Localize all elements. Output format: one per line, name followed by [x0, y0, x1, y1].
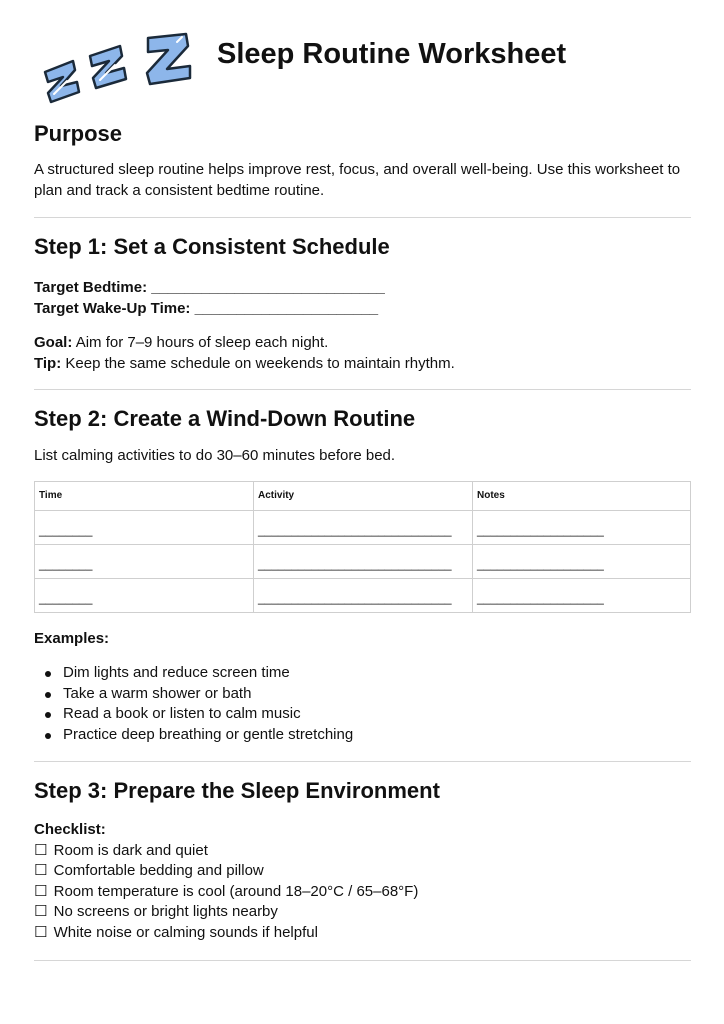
checklist-item-text: White noise or calming sounds if helpful — [53, 923, 318, 941]
example-text: Practice deep breathing or gentle stretching — [63, 725, 354, 743]
activity-cell[interactable]: _____________________________ — [254, 510, 473, 544]
divider — [34, 960, 691, 961]
divider — [34, 761, 691, 762]
purpose-heading: Purpose — [34, 121, 123, 146]
goal-label: Goal: — [34, 334, 73, 351]
checklist-item-text: Room temperature is cool (around 18–20°C / 65–68°F) — [53, 882, 419, 900]
checklist-item[interactable] — [34, 902, 691, 923]
header — [34, 0, 691, 112]
wakeup-blank[interactable]: ______________________ — [194, 299, 379, 317]
bedtime-field[interactable] — [34, 278, 691, 299]
column-header-activity: Activity — [254, 481, 473, 510]
goal-tip-block — [34, 333, 691, 374]
checklist-item-text: No screens or bright lights nearby — [53, 903, 278, 920]
goal-text: Aim for 7–9 hours of sleep each night. — [75, 334, 329, 351]
example-text: Take a warm shower or bath — [63, 684, 252, 702]
bullet-icon — [45, 671, 51, 677]
example-text: Dim lights and reduce screen time — [63, 664, 290, 681]
tip-text: Keep the same schedule on weekends to maintain rhythm. — [65, 354, 455, 372]
notes-cell[interactable]: ___________________ — [473, 510, 691, 544]
tip-label: Tip: — [34, 354, 62, 372]
time-cell[interactable]: ________ — [35, 544, 254, 578]
checkbox-icon[interactable]: ☐ — [34, 862, 48, 879]
checklist-item[interactable] — [34, 882, 691, 903]
activity-cell[interactable]: _____________________________ — [254, 544, 473, 578]
table-row — [35, 578, 691, 612]
example-text: Read a book or listen to calm music — [63, 705, 301, 722]
zzz-sleep-icon — [42, 32, 192, 108]
checkbox-icon[interactable]: ☐ — [34, 903, 48, 920]
notes-cell[interactable]: ___________________ — [473, 544, 691, 578]
wakeup-field[interactable] — [34, 299, 691, 320]
checkbox-icon[interactable]: ☐ — [34, 882, 48, 900]
table-row — [35, 544, 691, 578]
purpose-text: A structured sleep routine helps improve rest, focus, and overall well-being. Use this worksheet to plan and track a consistent bedtime routine. — [34, 161, 681, 199]
bullet-icon — [45, 733, 51, 739]
column-header-notes: Notes — [473, 481, 691, 510]
checklist-item-text: Comfortable bedding and pillow — [53, 862, 264, 879]
worksheet-page — [34, 0, 691, 961]
tip-line — [34, 354, 691, 375]
checklist-item[interactable] — [34, 841, 691, 862]
step3-heading: Step 3: Prepare the Sleep Environment — [34, 778, 440, 803]
table-row — [35, 510, 691, 544]
step2-intro: List calming activities to do 30–60 minutes before bed. — [34, 447, 396, 464]
checkbox-icon[interactable]: ☐ — [34, 923, 48, 941]
time-cell[interactable]: ________ — [35, 510, 254, 544]
page-title: Sleep Routine Worksheet — [217, 38, 567, 70]
divider — [34, 217, 691, 218]
wind-down-table — [34, 481, 691, 613]
bullet-icon — [45, 692, 51, 698]
checklist-item[interactable] — [34, 861, 691, 882]
bedtime-blank[interactable]: ____________________________ — [151, 279, 385, 296]
bullet-icon — [45, 712, 51, 718]
checklist-item[interactable] — [34, 923, 691, 944]
column-header-time: Time — [35, 481, 254, 510]
examples-list — [34, 663, 691, 745]
environment-checklist — [34, 820, 691, 943]
table-header-row — [35, 481, 691, 510]
time-cell[interactable]: ________ — [35, 578, 254, 612]
list-item — [63, 684, 691, 705]
wakeup-label: Target Wake-Up Time: — [34, 299, 191, 317]
activity-cell[interactable]: _____________________________ — [254, 578, 473, 612]
checklist-item-text: Room is dark and quiet — [53, 841, 208, 859]
checklist-label: Checklist: — [34, 821, 106, 838]
bedtime-label: Target Bedtime: — [34, 279, 148, 296]
examples-label: Examples: — [34, 629, 110, 647]
checkbox-icon[interactable]: ☐ — [34, 841, 48, 859]
schedule-fields — [34, 278, 691, 319]
list-item — [63, 725, 691, 746]
step1-heading: Step 1: Set a Consistent Schedule — [34, 234, 390, 259]
step2-heading: Step 2: Create a Wind-Down Routine — [34, 406, 416, 431]
list-item — [63, 704, 691, 725]
list-item — [63, 663, 691, 684]
notes-cell[interactable]: ___________________ — [473, 578, 691, 612]
divider — [34, 389, 691, 390]
goal-line — [34, 333, 691, 354]
